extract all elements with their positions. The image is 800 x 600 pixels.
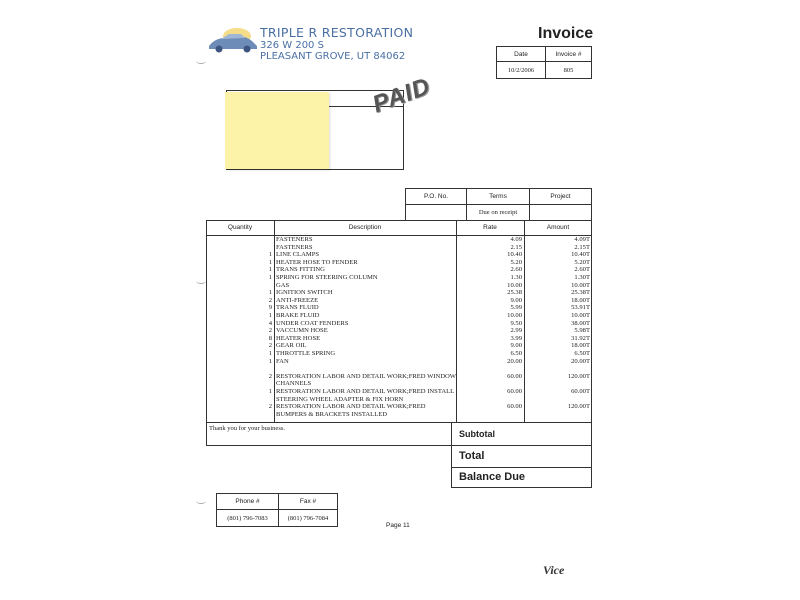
company-name: TRIPLE R RESTORATION <box>260 25 414 40</box>
line-item-rate: 60.00 <box>507 403 522 411</box>
line-item-quantity: 9 <box>268 304 272 312</box>
line-item-quantity: 1 <box>268 266 272 274</box>
totals-divider-1 <box>451 445 592 446</box>
line-item-amount: 20.00T <box>571 357 590 365</box>
line-item-description: FASTENERS <box>276 243 313 251</box>
line-item-quantity: 1 <box>268 312 272 319</box>
line-item-amount: 120.00T <box>567 372 590 380</box>
line-item-description: HEATER HOSE TO FENDER <box>276 258 358 266</box>
line-item-row <box>0 320 800 328</box>
handwritten-note: Vice <box>543 563 565 577</box>
subtotal-label: Subtotal <box>459 429 495 439</box>
project-value <box>530 205 592 221</box>
line-item-amount: 25.38T <box>571 289 590 297</box>
line-item-description: HEATER HOSE <box>276 334 321 342</box>
page-number: Page 11 <box>386 522 410 529</box>
line-item-rate: 20.00 <box>507 357 522 365</box>
line-item-rate: 9.00 <box>510 342 522 350</box>
line-item-row <box>0 282 800 290</box>
company-address-line1: 326 W 200 S <box>260 40 324 51</box>
line-item-row <box>0 327 800 335</box>
line-item-rate: 5.20 <box>510 258 522 266</box>
column-header-amount: Amount <box>546 224 570 231</box>
line-item-description: IGNITION SWITCH <box>276 289 333 297</box>
punch-hole-mark <box>196 278 206 284</box>
line-item-amount: 1.30T <box>574 274 590 281</box>
line-item-quantity: 1 <box>268 350 272 357</box>
line-item-amount: 5.98T <box>574 327 590 335</box>
line-item-row <box>0 297 800 305</box>
line-item-description: ANTI-FREEZE <box>276 296 319 304</box>
paid-stamp: PAID <box>369 72 435 119</box>
line-item-description: RESTORATION LABOR AND DETAIL WORK;FRED BUMPERS & BRACKETS INSTALLED <box>276 403 426 418</box>
line-item-rate: 2.99 <box>510 327 522 335</box>
line-item-row <box>0 274 800 282</box>
line-item-amount: 120.00T <box>567 403 590 411</box>
line-item-quantity: 1 <box>268 274 272 281</box>
terms-label: Terms <box>467 189 530 205</box>
line-item-amount: 2.60T <box>574 266 590 274</box>
line-item-description: FAN <box>276 357 289 365</box>
line-item-rate: 4.09 <box>510 236 522 243</box>
line-item-amount: 6.50T <box>574 350 590 357</box>
line-item-row <box>0 312 800 320</box>
column-header-description: Description <box>348 224 382 231</box>
line-item-rate: 3.99 <box>510 334 522 342</box>
line-item-quantity: 1 <box>268 289 272 297</box>
fax-number: (801) 796-7084 <box>279 510 338 527</box>
line-item-amount: 10.40T <box>571 251 590 259</box>
line-item-row <box>0 251 800 259</box>
po-label: P.O. No. <box>406 189 467 205</box>
thank-you-note: Thank you for your business. <box>209 425 286 432</box>
line-item-description: VACCUMN HOSE <box>276 327 328 335</box>
line-item-amount: 53.91T <box>571 304 590 312</box>
line-item-rate: 10.00 <box>507 312 522 319</box>
line-item-row <box>0 244 800 252</box>
invoice-header-table <box>496 46 592 79</box>
line-item-description: TRANS FITTING <box>276 266 325 274</box>
line-item-row <box>0 358 800 366</box>
line-item-rate: 5.99 <box>510 304 522 312</box>
line-item-amount: 5.20T <box>574 258 590 266</box>
line-item-quantity: 4 <box>268 319 272 327</box>
line-item-rate: 60.00 <box>507 388 522 395</box>
project-label: Project <box>530 189 592 205</box>
line-item-rate: 2.15 <box>510 243 522 251</box>
line-item-rate: 9.00 <box>510 296 522 304</box>
line-item-description: GAS <box>276 281 290 289</box>
phone-label: Phone # <box>217 494 279 510</box>
line-item-rate: 9.50 <box>510 319 522 327</box>
line-item-description: FASTENERS <box>276 236 313 243</box>
line-item-rate: 1.30 <box>510 274 522 281</box>
line-item-row <box>0 259 800 267</box>
line-item-row <box>0 342 800 350</box>
po-value <box>406 205 467 221</box>
line-item-quantity: 1 <box>268 357 272 365</box>
line-item-row <box>0 236 800 244</box>
line-item-quantity: 8 <box>268 334 272 342</box>
line-item-amount: 38.00T <box>571 319 590 327</box>
car-logo-icon <box>207 26 259 56</box>
line-item-amount: 10.00T <box>571 312 590 319</box>
line-item-quantity: 2 <box>268 327 272 335</box>
invoice-date: 10/2/2006 <box>497 62 546 79</box>
company-address-line2: PLEASANT GROVE, UT 84062 <box>260 51 406 62</box>
line-item-description: RESTORATION LABOR AND DETAIL WORK;FRED INSTALL STEERING WHEEL ADAPTER & FIX HORN <box>276 388 454 403</box>
line-item-row <box>0 388 800 403</box>
line-item-row <box>0 335 800 343</box>
line-item-row <box>0 350 800 358</box>
line-item-quantity: 2 <box>268 342 272 350</box>
line-item-quantity: 2 <box>268 296 272 304</box>
line-item-description: THROTTLE SPRING <box>276 350 336 357</box>
line-item-amount: 2.15T <box>574 243 590 251</box>
punch-hole-mark <box>196 498 206 504</box>
line-item-description: BRAKE FLUID <box>276 312 320 319</box>
line-item-rate: 2.60 <box>510 266 522 274</box>
line-item-row <box>0 373 800 388</box>
phone-number: (801) 796-7083 <box>217 510 279 527</box>
totals-divider-2 <box>451 467 592 468</box>
line-item-row <box>0 266 800 274</box>
line-item-amount: 60.00T <box>571 388 590 395</box>
line-item-rate: 6.50 <box>510 350 522 357</box>
line-item-amount: 18.00T <box>571 296 590 304</box>
line-item-row <box>0 403 800 418</box>
line-item-rate: 25.38 <box>507 289 522 297</box>
punch-hole-mark <box>196 58 206 64</box>
line-item-rate: 60.00 <box>507 372 522 380</box>
document-title: Invoice <box>538 25 594 42</box>
line-item-quantity: 2 <box>268 372 272 380</box>
line-item-row <box>0 304 800 312</box>
line-item-amount: 10.00T <box>571 281 590 289</box>
line-item-description: SPRING FOR STEERING COLUMN <box>276 274 378 281</box>
invoice-number: 805 <box>546 62 592 79</box>
sticky-note <box>225 92 329 169</box>
line-item-rate: 10.00 <box>507 281 522 289</box>
line-item-rate: 10.40 <box>507 251 522 259</box>
balance-due-label: Balance Due <box>459 471 526 483</box>
line-item-amount: 18.00T <box>571 342 590 350</box>
company-logo <box>207 26 259 56</box>
column-header-quantity: Quantity <box>227 224 253 231</box>
line-item-quantity: 1 <box>268 388 272 395</box>
line-item-description: TRANS FLUID <box>276 304 319 312</box>
column-header-rate: Rate <box>483 224 497 231</box>
date-label: Date <box>497 47 546 62</box>
line-item-quantity: 2 <box>268 403 272 411</box>
line-item-description: UNDER COAT FENDERS <box>276 319 349 327</box>
line-item-row <box>0 289 800 297</box>
terms-table <box>405 188 592 221</box>
line-item-quantity: 1 <box>268 251 272 259</box>
line-item-description: RESTORATION LABOR AND DETAIL WORK;FRED WINDOW CHANNELS <box>276 372 456 388</box>
contact-table <box>216 493 338 527</box>
line-item-amount: 4.09T <box>574 236 590 243</box>
line-item-amount: 31.92T <box>571 334 590 342</box>
invoice-number-label: Invoice # <box>546 47 592 62</box>
terms-value: Due on receipt <box>467 205 530 221</box>
fax-label: Fax # <box>279 494 338 510</box>
line-item-description: GEAR OIL <box>276 342 307 350</box>
line-item-quantity: 1 <box>268 258 272 266</box>
line-item-description: LINE CLAMPS <box>276 251 320 259</box>
total-label: Total <box>459 450 485 462</box>
